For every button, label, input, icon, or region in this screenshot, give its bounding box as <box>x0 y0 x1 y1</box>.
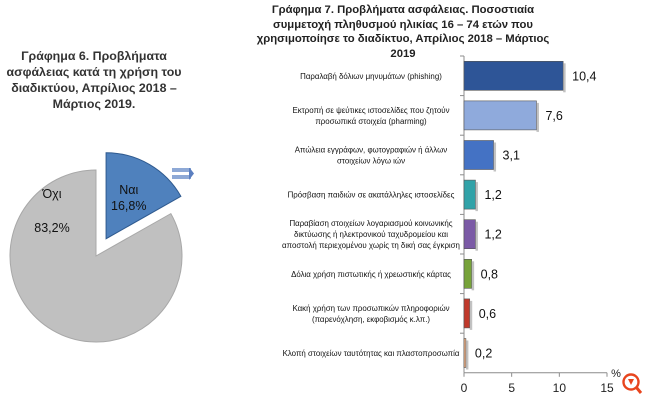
x-axis-unit-label: % <box>611 367 621 380</box>
bar-5 <box>464 259 472 288</box>
category-label-7: Κλοπή στοιχείων ταυτότητας και πλαστοπροσωπία <box>282 349 460 358</box>
x-axis-tick-label: 0 <box>460 380 468 395</box>
bar-chart-title: Γράφημα 7. Προβλήματα ασφάλειας. Ποσοστιαία συμμετοχή πληθυσμού ηλικίας 16 – 74 ετών που χρησιμοποίησε το διαδίκτυο, Απρίλιος 2018 – Μάρτιος 2019 <box>256 4 550 60</box>
bar-value-label-7: 0,2 <box>474 346 493 361</box>
category-label-6: (παρενόχληση, εκφοβισμός κ.λπ.) <box>311 314 431 324</box>
x-axis-tick-label: 15 <box>600 380 614 395</box>
bar-value-label-0: 10,4 <box>572 69 597 84</box>
bar-value-label-3: 1,2 <box>484 188 502 203</box>
category-label-5: Δόλια χρήση πιστωτικής ή χρεωστικής κάρτας <box>291 269 451 279</box>
bar-shadow-6 <box>470 301 473 330</box>
bar-3 <box>464 180 475 209</box>
pie-value-yes: 16,8% <box>111 198 147 213</box>
bar-6 <box>464 299 470 328</box>
category-label-3: Πρόσβαση παιδιών σε ακατάλληλες ιστοσελίδες <box>287 190 455 200</box>
x-axis-tick-label: 5 <box>508 380 516 395</box>
publisher-logo-icon <box>621 372 643 396</box>
bar-shadow-3 <box>475 182 478 211</box>
pie-chart-title: Γράφημα 6. Προβλήματα ασφάλειας κατά τη χρήση του διαδικτύου, Απρίλιος 2018 – Μάρτιος 2019. <box>6 49 182 111</box>
pie-label-no: Όχι <box>42 187 62 201</box>
bar-value-label-2: 3,1 <box>502 148 520 163</box>
bar-shadow-1 <box>536 103 539 132</box>
category-label-1: προσωπικά στοιχεία (pharming) <box>315 116 427 126</box>
bar-shadow-4 <box>475 222 478 251</box>
category-label-4: Παραβίαση στοιχείων λογαριασμού κοινωνικής <box>289 219 453 229</box>
category-label-4: δικτύωσης ή ηλεκτρονικού ταχυδρομείου και <box>294 230 448 240</box>
bar-2 <box>464 141 494 170</box>
bar-shadow-5 <box>472 261 475 290</box>
category-label-2: Απώλεια εγγράφων, φωτογραφιών ή άλλων <box>294 145 448 155</box>
bar-shadow-0 <box>563 63 566 92</box>
bar-value-label-4: 1,2 <box>484 227 502 242</box>
pie-label-yes: Ναι <box>119 182 139 197</box>
bar-shadow-7 <box>466 341 469 370</box>
category-label-2: στοιχείων λόγω ιών <box>336 156 406 166</box>
bar-value-label-6: 0,6 <box>478 306 497 321</box>
bar-shadow-2 <box>494 143 497 172</box>
category-label-0: Παραλαβή δόλιων μηνυμάτων (phishing) <box>300 71 442 81</box>
category-label-4: αποστολή περιεχομένου χωρίς τη δική σας έγκριση <box>282 241 460 251</box>
category-label-1: Εκτροπή σε ψεύτικες ιστοσελίδες που ζητούν <box>292 105 450 115</box>
bar-7 <box>464 339 466 368</box>
bar-value-label-5: 0,8 <box>480 267 499 282</box>
pie-value-no: 83,2% <box>34 221 70 235</box>
x-axis-tick-label: 10 <box>552 380 567 395</box>
bar-0 <box>464 61 563 90</box>
bar-value-label-1: 7,6 <box>545 108 563 123</box>
bar-1 <box>464 101 536 130</box>
category-label-6: Κακή χρήση των προσωπικών πληροφοριών <box>292 303 450 313</box>
bar-4 <box>464 220 475 249</box>
